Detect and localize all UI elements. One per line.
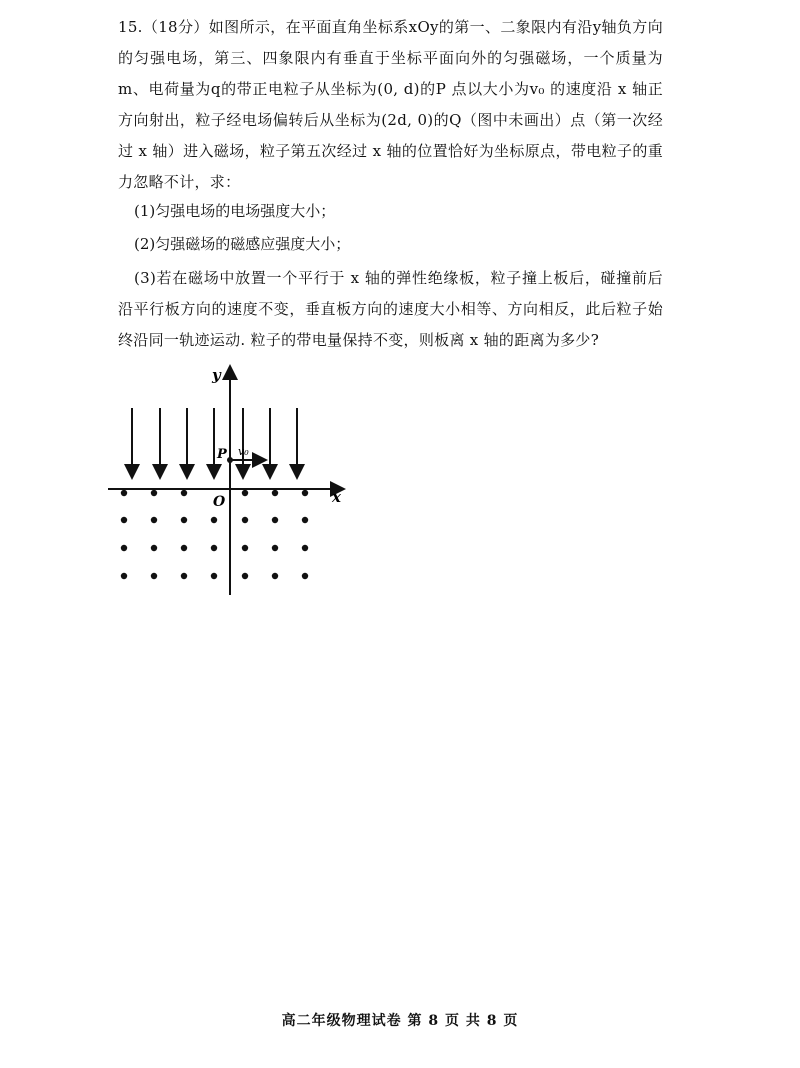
field-dot	[121, 490, 127, 496]
electric-field-arrows	[132, 408, 297, 472]
field-dot	[151, 573, 157, 579]
field-dot	[302, 573, 308, 579]
field-dot	[302, 517, 308, 523]
page-footer: 高二年级物理试卷 第 8 页 共 8 页	[281, 1013, 519, 1029]
field-dot	[181, 545, 187, 551]
field-diagram	[100, 360, 360, 610]
origin-label: O	[213, 494, 226, 510]
problem-stem: 15.（18分）如图所示，在平面直角坐标系xOy的第一、二象限内有沿y轴负方向的匀强电场，第三、四象限内有垂直于坐标平面向外的匀强磁场，一个质量为m、电荷量为q的带正电粒子从坐标为(0, d)的P 点以大小为v₀ 的速度沿 x 轴正方向射出，粒子经电场偏转后从坐标为(2d, 0)的Q（图中未画出）点（第一次经过 x 轴）进入磁场，粒子第五次经过 x 轴的位置恰好为坐标原点，带电粒子的重力忽略不计，求：	[118, 18, 663, 191]
point-p-label: P	[217, 447, 227, 462]
field-dot	[242, 545, 248, 551]
question-2: (2)匀强磁场的磁感应强度大小；	[134, 235, 351, 253]
field-dot	[272, 517, 278, 523]
x-axis-label: x	[332, 488, 341, 506]
field-dot	[181, 573, 187, 579]
field-dot	[121, 517, 127, 523]
field-dot	[121, 573, 127, 579]
field-dot	[242, 490, 248, 496]
field-dot	[272, 545, 278, 551]
question-3: (3)若在磁场中放置一个平行于 x 轴的弹性绝缘板，粒子撞上板后，碰撞前后沿平行板方向的速度不变，垂直板方向的速度大小相等、方向相反，此后粒子始终沿同一轨迹运动. 粒子的带电量保持不变，则板离 x 轴的距离为多少?	[118, 269, 663, 349]
field-dot	[272, 490, 278, 496]
field-dot	[302, 490, 308, 496]
y-axis-label: y	[212, 366, 221, 384]
velocity-label: v₀	[238, 445, 249, 458]
field-dot	[211, 517, 217, 523]
field-dot	[211, 573, 217, 579]
field-dot	[211, 545, 217, 551]
question-1: (1)匀强电场的电场强度大小；	[134, 202, 336, 220]
field-dot	[151, 517, 157, 523]
field-dot	[242, 517, 248, 523]
field-dot	[272, 573, 278, 579]
field-dot	[121, 545, 127, 551]
field-dot	[151, 545, 157, 551]
field-dot	[181, 517, 187, 523]
field-dot	[181, 490, 187, 496]
field-dot	[151, 490, 157, 496]
field-dot	[242, 573, 248, 579]
field-dot	[302, 545, 308, 551]
